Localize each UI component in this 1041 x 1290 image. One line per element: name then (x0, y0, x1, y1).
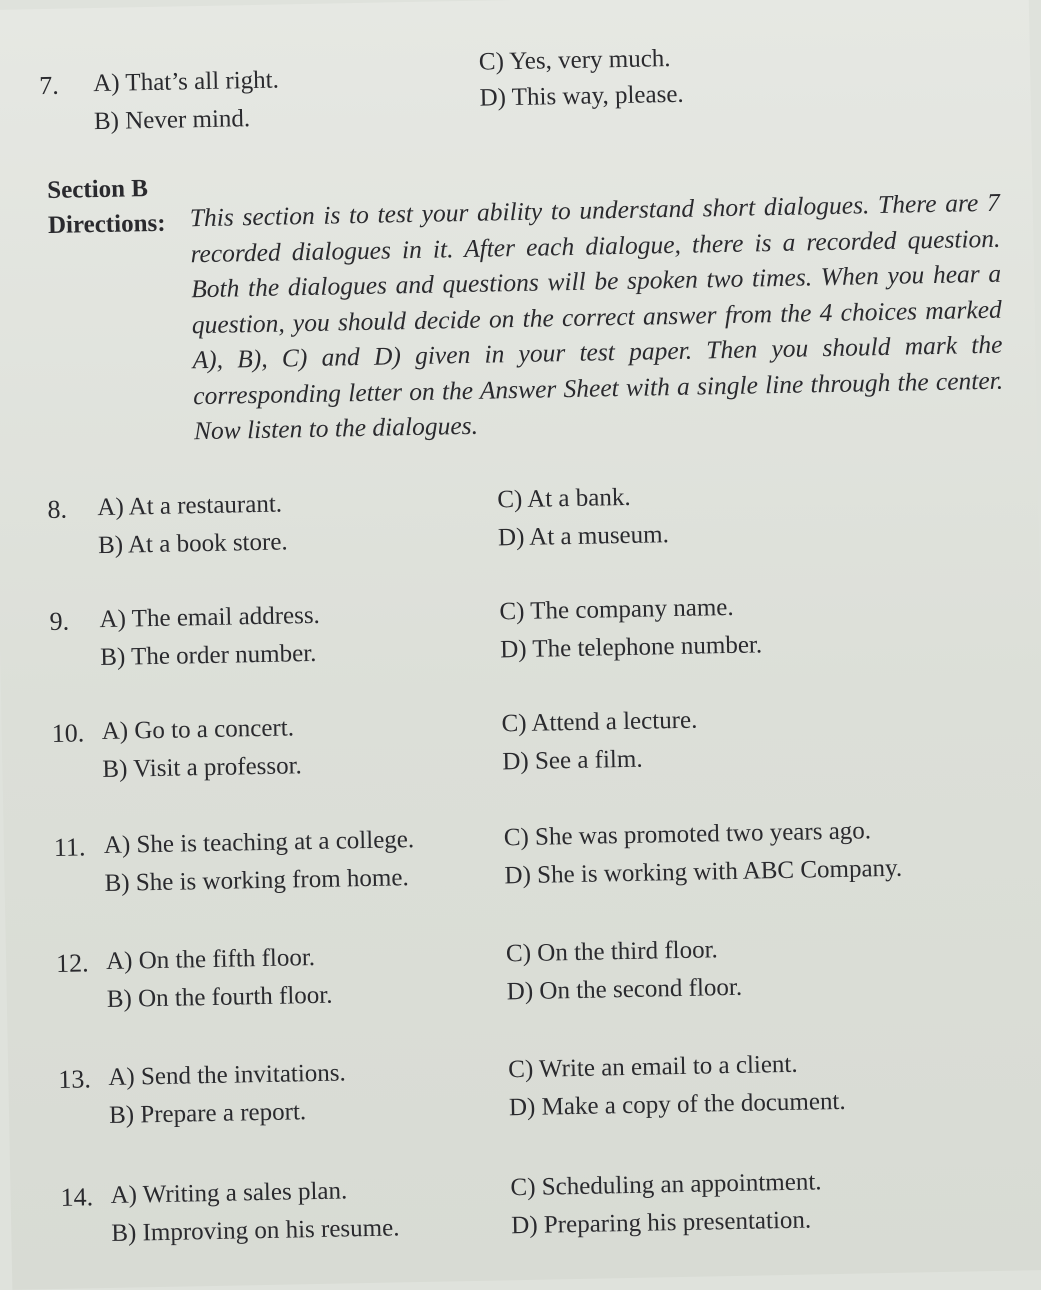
option-c: C) She was promoted two years ago. (503, 817, 872, 852)
question-number: 12. (55, 948, 89, 978)
option-b: B) The order number. (100, 639, 317, 672)
directions-text: This section is to test your ability to understand short dialogues. There are 7 recorded dialogues in it. After each dialogue, there is a recorded question. Both the dialogues and questions will be spoken two times. When you hear a question, you should decide on the correct answer from the 4 choices marked A), B), C) and D) given in your test paper. Then you should mark the corresponding letter on the Answer Sheet with a single line through the center. Now listen to the dialogues. (189, 187, 1004, 446)
question-13 (8, 1046, 1041, 1146)
option-b: B) Visit a professor. (102, 752, 303, 784)
question-12 (6, 930, 1041, 1030)
option-a: A) That’s all right. (92, 66, 280, 98)
option-c: C) Write an email to a client. (507, 1050, 798, 1084)
option-a: A) Send the invitations. (108, 1059, 347, 1091)
option-a: A) She is teaching at a college. (103, 826, 415, 860)
directions-label: Directions: (47, 209, 166, 239)
question-14 (10, 1164, 1041, 1264)
option-b: B) Prepare a report. (108, 1098, 307, 1129)
option-d: D) Preparing his presentation. (510, 1206, 812, 1240)
question-number: 9. (49, 606, 70, 637)
option-c: C) Yes, very much. (478, 45, 671, 76)
question-number: 13. (58, 1064, 92, 1094)
option-c: C) Attend a lecture. (501, 706, 698, 738)
option-b: B) Never mind. (93, 105, 251, 136)
option-b: B) On the fourth floor. (106, 981, 333, 1013)
question-number: 11. (53, 832, 86, 862)
option-c: C) On the third floor. (505, 936, 719, 968)
option-a: A) On the fifth floor. (105, 943, 316, 976)
question-7 (0, 45, 1031, 152)
question-number: 8. (47, 494, 68, 525)
option-d: D) At a museum. (497, 521, 670, 552)
question-number: 10. (51, 718, 85, 749)
option-b: B) Improving on his resume. (111, 1214, 400, 1247)
option-c: C) Scheduling an appointment. (510, 1168, 822, 1202)
option-a: A) Writing a sales plan. (110, 1177, 348, 1209)
option-b: B) She is working from home. (104, 864, 409, 898)
option-b: B) At a book store. (97, 528, 288, 560)
option-a: A) At a restaurant. (97, 490, 283, 522)
option-d: D) This way, please. (479, 80, 684, 112)
section-title: Section B (47, 175, 149, 204)
option-a: A) Go to a concert. (101, 714, 295, 746)
option-c: C) At a bank. (497, 483, 631, 514)
option-c: C) The company name. (499, 593, 734, 626)
option-d: D) See a film. (502, 745, 643, 776)
question-9 (0, 588, 1041, 688)
option-a: A) The email address. (99, 601, 321, 634)
question-8 (0, 476, 1039, 576)
question-number: 14. (60, 1182, 94, 1212)
option-d: D) The telephone number. (499, 631, 763, 664)
question-10 (1, 700, 1041, 800)
option-d: D) Make a copy of the document. (508, 1087, 846, 1122)
question-11 (4, 814, 1041, 914)
question-number: 7. (38, 70, 60, 101)
option-d: D) She is working with ABC Company. (504, 854, 903, 890)
option-d: D) On the second floor. (506, 973, 743, 1006)
